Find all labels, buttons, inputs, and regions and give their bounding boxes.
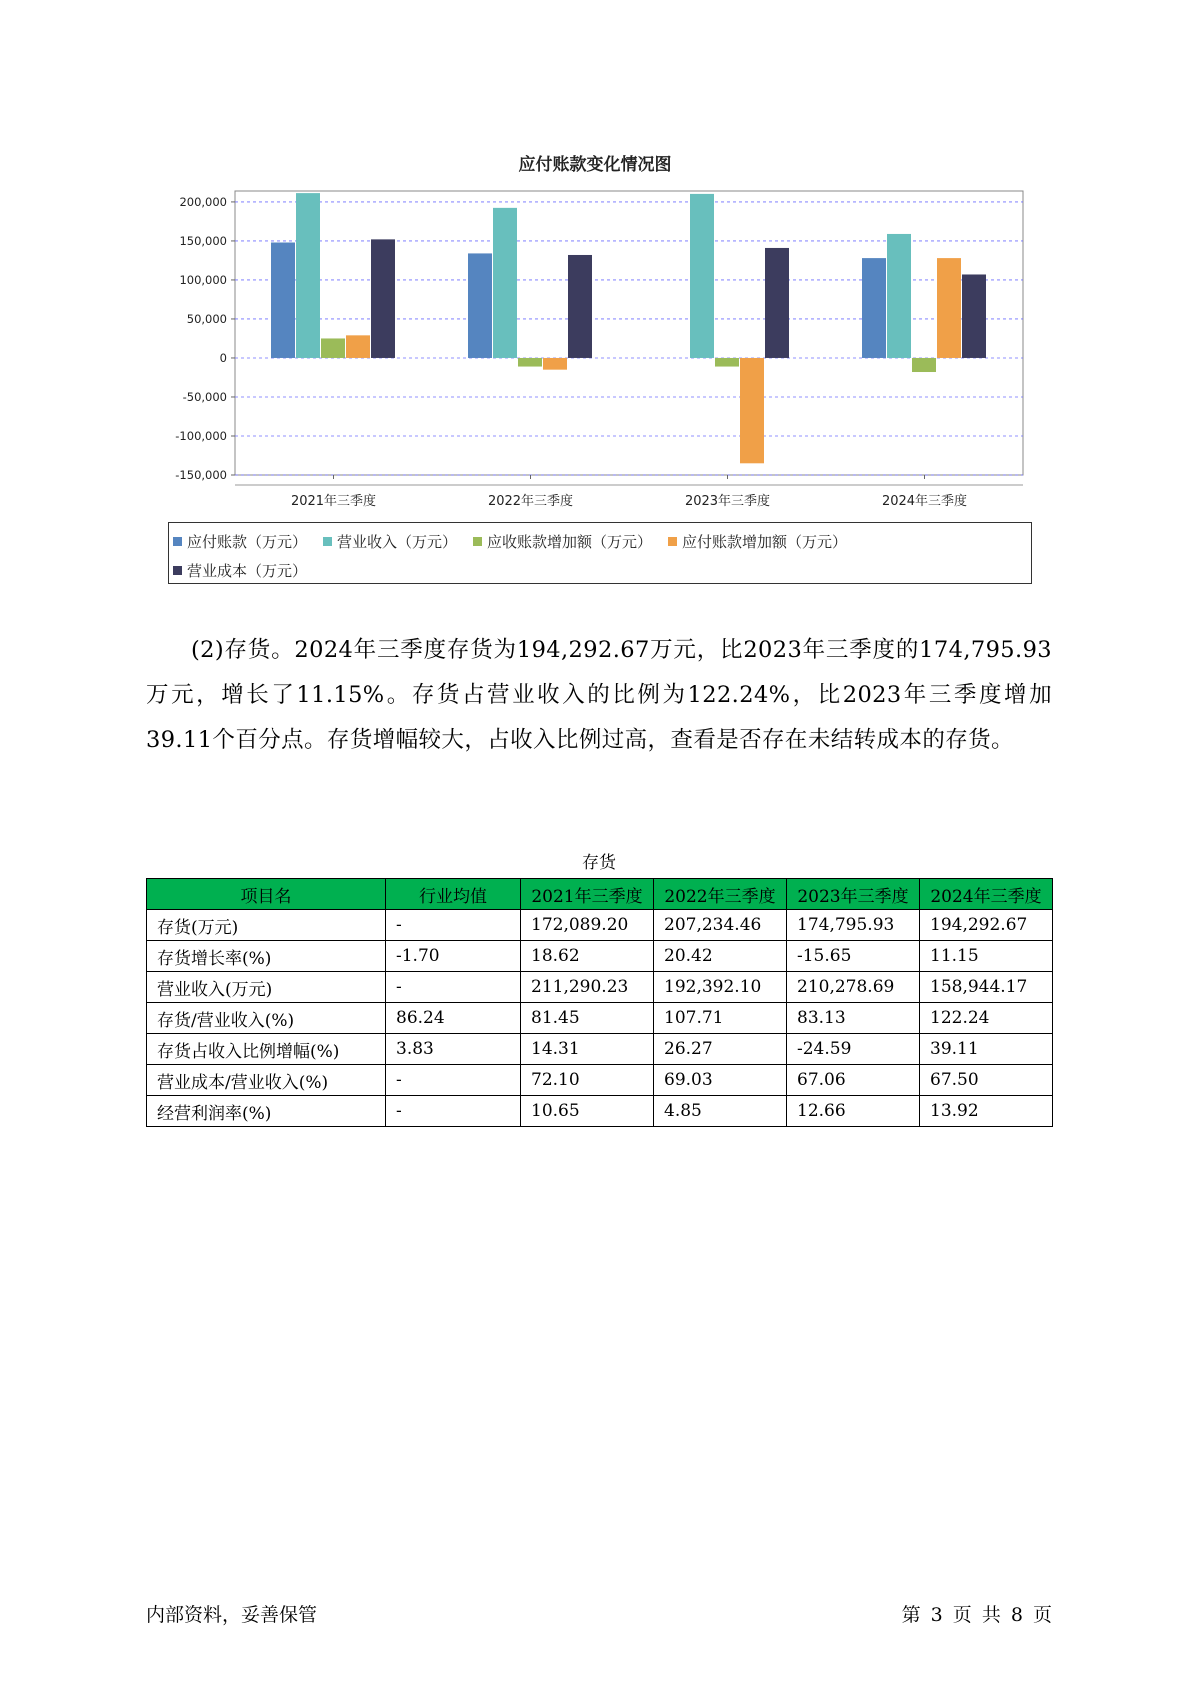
- bar: [765, 248, 789, 358]
- table-cell: 10.65: [521, 1096, 654, 1127]
- legend-row-2: [173, 556, 1027, 585]
- bar: [271, 242, 295, 357]
- x-tick-label: 2024年三季度: [881, 494, 968, 509]
- legend-item-cost: 营业成本（万元）: [173, 560, 307, 581]
- table-cell: 67.50: [920, 1065, 1053, 1096]
- table-cell: 14.31: [521, 1034, 654, 1065]
- table-cell: 营业成本/营业收入(%): [147, 1065, 386, 1096]
- table-cell: 67.06: [787, 1065, 920, 1096]
- x-tick-label: 2023年三季度: [684, 494, 771, 509]
- footer-page-number: 第 3 页 共 8 页: [901, 1604, 1052, 1626]
- table-cell: 营业收入(万元): [147, 972, 386, 1003]
- bar: [296, 193, 320, 358]
- table-cell: 122.24: [920, 1003, 1053, 1034]
- table-row: [147, 1065, 1053, 1096]
- table-row: [147, 1034, 1053, 1065]
- table-cell: 194,292.67: [920, 910, 1053, 941]
- bar: [912, 358, 936, 372]
- table-cell: 39.11: [920, 1034, 1053, 1065]
- legend-row-1: [173, 527, 1027, 556]
- chart-legend: [168, 522, 1032, 584]
- bar: [568, 255, 592, 358]
- legend-item-receivables-increase: 应收账款增加额（万元）: [473, 531, 652, 552]
- y-tick-label: 100,000: [179, 272, 227, 287]
- table-cell: 26.27: [654, 1034, 787, 1065]
- legend-swatch-revenue: [323, 537, 332, 546]
- bar: [715, 358, 739, 367]
- x-tick-label: 2021年三季度: [290, 494, 377, 509]
- y-tick-label: 0: [219, 350, 227, 365]
- legend-item-payables: 应付账款（万元）: [173, 531, 307, 552]
- table-cell: 72.10: [521, 1065, 654, 1096]
- table-cell: -: [386, 1065, 521, 1096]
- table-cell: 174,795.93: [787, 910, 920, 941]
- legend-swatch-cost: [173, 566, 182, 575]
- legend-swatch-payables-increase: [668, 537, 677, 546]
- bar: [862, 258, 886, 358]
- header-cell: 2021年三季度: [521, 879, 654, 910]
- table-cell: -15.65: [787, 941, 920, 972]
- bar: [518, 358, 542, 367]
- y-tick-label: -150,000: [175, 468, 227, 482]
- table-cell: -24.59: [787, 1034, 920, 1065]
- table-cell: 210,278.69: [787, 972, 920, 1003]
- table-cell: 13.92: [920, 1096, 1053, 1127]
- bar: [321, 338, 345, 358]
- legend-item-revenue: 营业收入（万元）: [323, 531, 457, 552]
- bar: [468, 253, 492, 358]
- table-cell: 经营利润率(%): [147, 1096, 386, 1127]
- footer-confidential-note: 内部资料，妥善保管: [146, 1604, 318, 1626]
- table-row: [147, 1003, 1053, 1034]
- x-tick-label: 2022年三季度: [487, 494, 574, 509]
- table-row: [147, 941, 1053, 972]
- bar: [740, 358, 764, 463]
- table-cell: -: [386, 910, 521, 941]
- header-cell: 2022年三季度: [654, 879, 787, 910]
- table-cell: 81.45: [521, 1003, 654, 1034]
- chart-title: 应付账款变化情况图: [518, 155, 672, 175]
- table-cell: 207,234.46: [654, 910, 787, 941]
- table-cell: 211,290.23: [521, 972, 654, 1003]
- table-cell: 存货占收入比例增幅(%): [147, 1034, 386, 1065]
- bar: [937, 258, 961, 358]
- header-cell: 2024年三季度: [920, 879, 1053, 910]
- table-cell: 存货/营业收入(%): [147, 1003, 386, 1034]
- legend-item-payables-increase: 应付账款增加额（万元）: [668, 531, 847, 552]
- table-row: [147, 972, 1053, 1003]
- header-cell: 项目名: [147, 879, 386, 910]
- table-caption: 存货: [582, 853, 616, 873]
- bar: [346, 335, 370, 358]
- inventory-paragraph: (2)存货。2024年三季度存货为194,292.67万元，比2023年三季度的174,795.93万元，增长了11.15%。存货占营业收入的比例为122.24%，比2023年三季度增加39.11个百分点。存货增幅较大，占收入比例过高，查看是否存在未结转成本的存货。: [146, 637, 1052, 753]
- table-cell: 158,944.17: [920, 972, 1053, 1003]
- table-cell: 4.85: [654, 1096, 787, 1127]
- y-tick-label: -100,000: [175, 428, 227, 443]
- bar: [493, 208, 517, 358]
- bar: [962, 274, 986, 357]
- bar: [371, 239, 395, 358]
- legend-swatch-payables: [173, 537, 182, 546]
- table-cell: 172,089.20: [521, 910, 654, 941]
- inventory-table: [146, 878, 1053, 1127]
- table-cell: -: [386, 1096, 521, 1127]
- bar: [690, 194, 714, 358]
- header-cell: 行业均值: [386, 879, 521, 910]
- table-cell: 3.83: [386, 1034, 521, 1065]
- table-cell: 83.13: [787, 1003, 920, 1034]
- table-cell: 86.24: [386, 1003, 521, 1034]
- y-tick-label: 200,000: [179, 194, 227, 209]
- y-tick-label: 50,000: [186, 311, 227, 326]
- table-cell: 18.62: [521, 941, 654, 972]
- table-row: [147, 1096, 1053, 1127]
- bar-chart: [150, 185, 1040, 525]
- table-cell: 12.66: [787, 1096, 920, 1127]
- table-cell: 192,392.10: [654, 972, 787, 1003]
- header-cell: 2023年三季度: [787, 879, 920, 910]
- table-cell: 69.03: [654, 1065, 787, 1096]
- legend-swatch-receivables-increase: [473, 537, 482, 546]
- table-cell: -: [386, 972, 521, 1003]
- table-cell: -1.70: [386, 941, 521, 972]
- y-tick-label: -50,000: [182, 389, 227, 404]
- table-header-row: [147, 879, 1053, 910]
- table-cell: 11.15: [920, 941, 1053, 972]
- table-cell: 存货增长率(%): [147, 941, 386, 972]
- y-tick-label: 150,000: [179, 233, 227, 248]
- table-cell: 107.71: [654, 1003, 787, 1034]
- table-row: [147, 910, 1053, 941]
- bar: [887, 234, 911, 358]
- table-cell: 20.42: [654, 941, 787, 972]
- table-cell: 存货(万元): [147, 910, 386, 941]
- bar: [543, 358, 567, 370]
